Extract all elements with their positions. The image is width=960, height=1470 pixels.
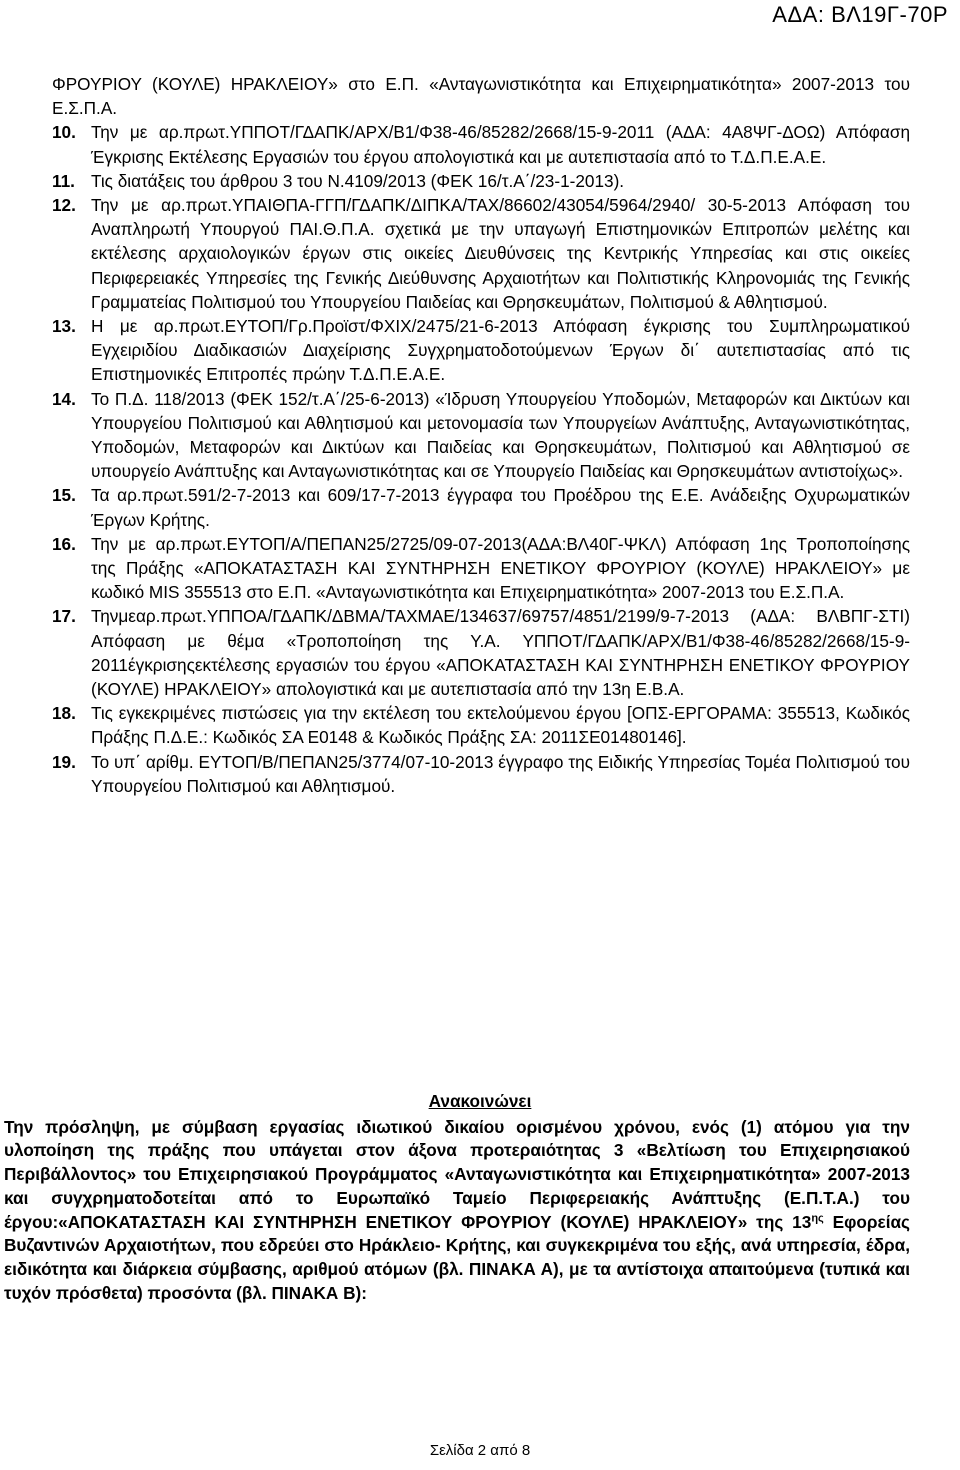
- list-item: [52, 193, 910, 314]
- item-text: Τα αρ.πρωτ.591/2-7-2013 και 609/17-7-2013 έγγραφα του Προέδρου της Ε.Ε. Ανάδειξης Οχυρωματικών Έργων Κρήτης.: [91, 485, 910, 530]
- list-item: [52, 169, 910, 193]
- list-item: [52, 750, 910, 798]
- item-number: 11.: [52, 170, 75, 191]
- list-item: [52, 120, 910, 168]
- announcement-title: Ανακοινώνει: [428, 1091, 532, 1111]
- item-number: 13.: [52, 316, 76, 337]
- item-number: 10.: [52, 122, 76, 143]
- list-item: [52, 387, 910, 484]
- ordinal-superscript: ης: [811, 1211, 824, 1224]
- item-number: 19.: [52, 751, 76, 772]
- item-text: Τις διατάξεις του άρθρου 3 του Ν.4109/2013 (ΦΕΚ 16/τ.Α΄/23-1-2013).: [91, 170, 625, 191]
- item-text: Την με αρ.πρωτ.ΥΠΑΙΘΠΑ-ΓΓΠ/ΓΔΑΠΚ/ΔΙΠΚΑ/ΤΑΧ/86602/43054/5964/2940/ 30-5-2013 Απόφαση του Αναπληρωτή Υπουργού ΠΑΙ.Θ.Π.Α. σχετικά με την υπαγωγή Επιστημονικών Επιτροπών μελέτης και εκτέλεσης αρχαιολογικών έργων στις οικείες Διευθύνσεις της Κεντρικής Υπηρεσίας και στις οικείες Περιφερειακές Υπηρεσίες της Γενικής Διεύθυνσης Αρχαιοτήτων και Πολιτιστικής Κληρονομιάς της Γενικής Γραμματείας Πολιτισμού του Υπουργείου Παιδείας και Θρησκευμάτων, Πολιτισμού & Αθλητισμού.: [91, 195, 910, 312]
- item-number: 17.: [52, 606, 76, 627]
- intro-continuation: ΦΡΟΥΡΙΟΥ (ΚΟΥΛΕ) ΗΡΑΚΛΕΙΟΥ» στο Ε.Π. «Ανταγωνιστικότητα και Επιχειρηματικότητα» 2007-2013 του Ε.Σ.Π.Α.: [52, 74, 910, 119]
- announcement-body: [4, 1116, 910, 1306]
- item-number: 16.: [52, 533, 76, 554]
- item-text: Την με αρ.πρωτ.ΕΥΤΟΠ/Α/ΠΕΠΑΝ25/2725/09-07-2013(ΑΔΑ:ΒΛ40Γ-ΨΚΛ) Απόφαση 1ης Τροποποίησης της Πράξης «ΑΠΟΚΑΤΑΣΤΑΣΗ ΚΑΙ ΣΥΝΤΗΡΗΣΗ ΕΝΕΤΙΚΟΥ ΦΡΟΥΡΙΟΥ (ΚΟΥΛΕ) ΗΡΑΚΛΕΙΟΥ» με κωδικό MIS 355513 στο Ε.Π. «Ανταγωνιστικότητα και Επιχειρηματικότητα» 2007-2013 του Ε.Σ.Π.Α.: [91, 533, 910, 603]
- item-text: Το υπ΄ αρίθμ. ΕΥΤΟΠ/Β/ΠΕΠΑΝ25/3774/07-10-2013 έγγραφο της Ειδικής Υπηρεσίας Τομέα Πολιτισμού του Υπουργείου Πολιτισμού και Αθλητισμού.: [91, 751, 910, 796]
- list-item: [52, 483, 910, 531]
- item-text: Η με αρ.πρωτ.ΕΥΤΟΠ/Γρ.Προϊστ/ΦΧΙΧ/2475/21-6-2013 Απόφαση έγκρισης του Συμπληρωματικού Εγχειριδίου Διαδικασιών Διαχείρισης Συγχρηματοδοτούμενων Έργων δι΄ αυτεπιστασίας από τις Επιστημονικές Επιτροπές πρώην Τ.Δ.Π.Ε.Α.Ε.: [91, 316, 910, 385]
- page-number: Σελίδα 2 από 8: [429, 1442, 531, 1459]
- item-number: 18.: [52, 703, 76, 724]
- list-item: [52, 314, 910, 387]
- item-number: 15.: [52, 485, 76, 506]
- item-text: Το Π.Δ. 118/2013 (ΦΕΚ 152/τ.Α΄/25-6-2013) «Ίδρυση Υπουργείου Υποδομών, Μεταφορών και Δικτύων και Υπουργείου Πολιτισμού και Αθλητισμού και μετονομασία των Υπουργείων Ανάπτυξης, Ανταγωνιστικότητας, Υποδομών, Μεταφορών και Δικτύων και Παιδείας και Θρησκευμάτων, Πολιτισμού και Αθλητισμού σε υπουργείο Ανάπτυξης και Ανταγωνιστικότητας και σε Υπουργείο Παιδείας και Θρησκευμάτων αντιστοίχως».: [91, 388, 910, 482]
- list-item: [52, 604, 910, 701]
- item-text: Την με αρ.πρωτ.ΥΠΠΟΤ/ΓΔΑΠΚ/ΑΡΧ/Β1/Φ38-46/85282/2668/15-9-2011 (ΑΔΑ: 4Α8ΨΓ-ΔΟΩ) Απόφαση Έγκρισης Εκτέλεσης Εργασιών του έργου απολογιστικά και με αυτεπιστασία από το Τ.Δ.Π.Ε.Α.Ε.: [91, 122, 910, 167]
- announcement-text-part1: Την πρόσληψη, με σύμβαση εργασίας ιδιωτικού δικαίου ορισμένου χρόνου, ενός (1) ατόμου για την υλοποίηση της πράξης που υπάγεται στον άξονα προτεραιότητας 3 «Βελτίωση του Επιχειρησιακού Περιβάλλοντος» του Επιχειρησιακού Προγράμματος «Ανταγωνιστικότητα και Επιχειρηματικότητα» 2007-2013 και συγχρηματοδοτείται από το Ευρωπαϊκό Ταμείο Περιφερειακής Ανάπτυξης (Ε.Π.Τ.Α.) του έργου:«ΑΠΟΚΑΤΑΣΤΑΣΗ ΚΑΙ ΣΥΝΤΗΡΗΣΗ ΕΝΕΤΙΚΟΥ ΦΡΟΥΡΙΟΥ (ΚΟΥΛΕ) ΗΡΑΚΛΕΙΟΥ» της 13: [4, 1116, 910, 1232]
- ada-code: ΑΔΑ: ΒΛ19Γ-70Ρ: [772, 2, 948, 27]
- item-text: Τις εγκεκριμένες πιστώσεις για την εκτέλεση του εκτελούμενου έργου [ΟΠΣ-ΕΡΓΟΡΑΜΑ: 355513, Κωδικός Πράξης Π.Δ.Ε.: Κωδικός ΣΑ Ε0148 & Κωδικός Πράξης ΣΑ: 2011ΣΕ01480146].: [91, 703, 910, 748]
- announcement-text-part2: Εφορείας Βυζαντινών Αρχαιοτήτων, που εδρεύει στο Ηράκλειο- Κρήτης, και συγκεκριμένα του εξής, ανά υπηρεσία, έδρα, ειδικότητα και διάρκεια σύμβασης, αριθμού ατόμων (βλ. ΠΙΝΑΚΑ Α), με τα αντίστοιχα απαιτούμενα (τυπικά και τυχόν πρόσθετα) προσόντα (βλ. ΠΙΝΑΚΑ Β):: [4, 1211, 910, 1303]
- list-item: [52, 701, 910, 749]
- announcement-section: [4, 1090, 910, 1305]
- item-number: 12.: [52, 195, 76, 216]
- list-item: [52, 532, 910, 605]
- item-text: Τηνμεαρ.πρωτ.ΥΠΠΟΑ/ΓΔΑΠΚ/ΔΒΜΑ/ΤΑΧΜΑΕ/134637/69757/4851/2199/9-7-2013 (ΑΔΑ: ΒΛΒΠΓ-ΣΤΙ) Απόφαση με θέμα «Τροποποίηση της Υ.Α. ΥΠΠΟΤ/ΓΔΑΠΚ/ΑΡΧ/Β1/Φ38-46/85282/2668/15-9-2011έγκρισηςεκτέλεσης εργασιών του έργου «ΑΠΟΚΑΤΑΣΤΑΣΗ ΚΑΙ ΣΥΝΤΗΡΗΣΗ ΕΝΕΤΙΚΟΥ ΦΡΟΥΡΙΟΥ (ΚΟΥΛΕ) ΗΡΑΚΛΕΙΟΥ» απολογιστικά και με αυτεπιστασία από την 13η Ε.Β.Α.: [91, 606, 910, 700]
- document-body: [52, 72, 910, 798]
- item-number: 14.: [52, 388, 76, 409]
